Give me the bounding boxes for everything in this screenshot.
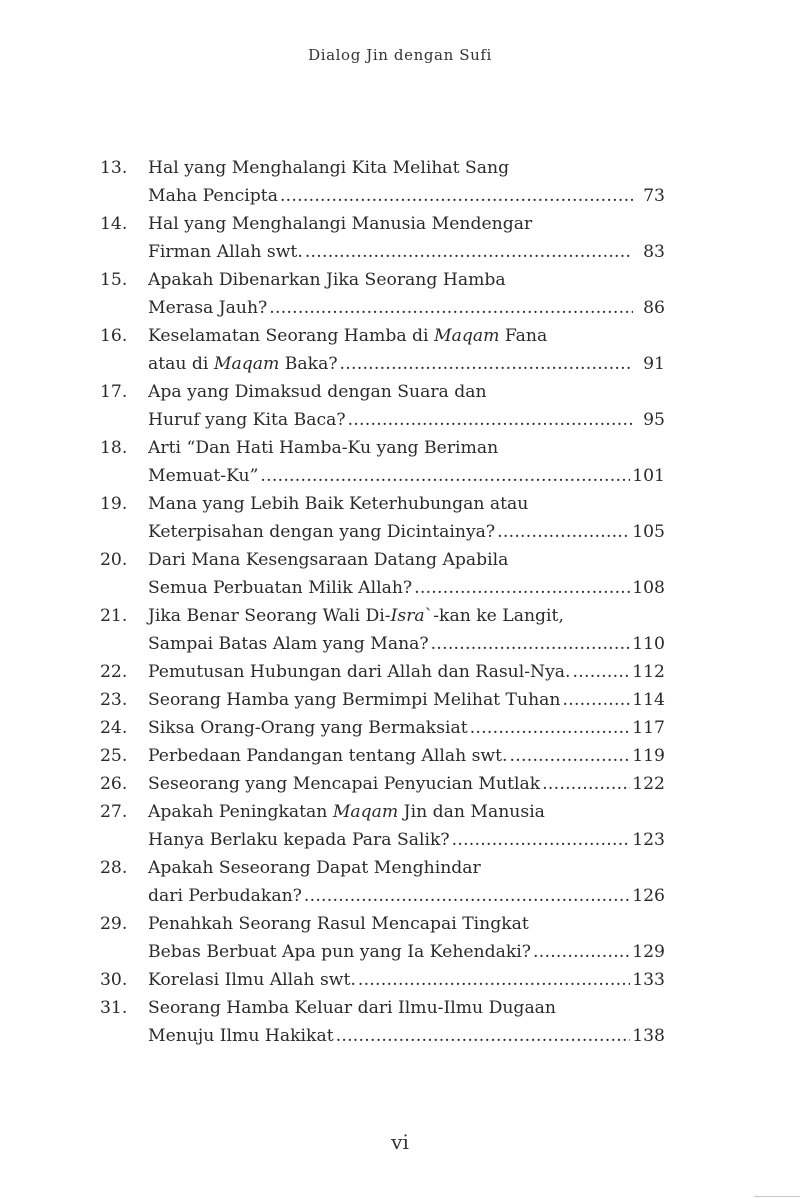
toc-entry-line xyxy=(100,434,665,462)
toc-entry-title xyxy=(148,518,495,546)
toc-page-number: 101 xyxy=(632,466,665,486)
toc-page-number: 123 xyxy=(632,830,665,850)
toc-entry-title xyxy=(148,574,412,602)
toc-page-number: 122 xyxy=(632,774,665,794)
toc-entry-title xyxy=(148,182,278,210)
toc-entry-number: 29. xyxy=(100,914,128,934)
toc-entry xyxy=(100,798,665,854)
toc-entry-number: 31. xyxy=(100,998,128,1018)
italic-term: Maqam xyxy=(332,802,399,822)
toc-page-number: 108 xyxy=(632,578,665,598)
toc-entry-number: 23. xyxy=(100,690,128,710)
toc-entry-line xyxy=(100,910,665,938)
toc-entry-continuation xyxy=(100,630,665,658)
toc-entry xyxy=(100,490,665,546)
toc-entry-title xyxy=(148,154,509,182)
toc-entry-number: 17. xyxy=(100,382,128,402)
dot-leader xyxy=(573,658,631,686)
page-edge-divider xyxy=(754,1196,800,1197)
dot-leader xyxy=(305,238,633,266)
dot-leader xyxy=(510,742,631,770)
toc-page-number: 129 xyxy=(632,942,665,962)
title-fragment: atau di xyxy=(148,354,214,374)
title-fragment: Fana xyxy=(499,326,548,346)
toc-entry-title xyxy=(148,742,508,770)
italic-term: Isra xyxy=(390,606,425,626)
toc-entry xyxy=(100,714,665,742)
toc-page-number: 126 xyxy=(632,886,665,906)
title-fragment: Menuju Ilmu Hakikat xyxy=(148,1026,334,1046)
toc-entry-title xyxy=(148,630,429,658)
toc-page-number: 138 xyxy=(632,1026,665,1046)
toc-entry xyxy=(100,546,665,602)
toc-entry-line xyxy=(100,742,665,770)
toc-entry-continuation xyxy=(100,462,665,490)
title-fragment: Memuat-Ku” xyxy=(148,466,259,486)
toc-entry-title xyxy=(148,994,556,1022)
italic-term: Maqam xyxy=(434,326,500,346)
toc-entry-title xyxy=(148,406,346,434)
title-fragment: Seorang Hamba yang Bermimpi Melihat Tuhan xyxy=(148,690,561,710)
toc-entry-line xyxy=(100,322,665,350)
toc-entry-line xyxy=(100,378,665,406)
toc-entry-title xyxy=(148,210,532,238)
toc-entry-number: 24. xyxy=(100,718,128,738)
toc-entry-line xyxy=(100,966,665,994)
title-fragment: Sampai Batas Alam yang Mana? xyxy=(148,634,429,654)
title-fragment: Seorang Hamba Keluar dari Ilmu-Ilmu Dugaan xyxy=(148,998,557,1018)
toc-entry xyxy=(100,266,665,322)
title-fragment: Pemutusan Hubungan dari Allah dan Rasul-Nya. xyxy=(148,662,571,682)
toc-entry xyxy=(100,378,665,434)
toc-entry-title xyxy=(148,966,356,994)
toc-page-number: 110 xyxy=(632,634,665,654)
dot-leader xyxy=(542,770,630,798)
toc-entry xyxy=(100,154,665,210)
toc-entry-line xyxy=(100,546,665,574)
toc-entry-continuation xyxy=(100,938,665,966)
toc-entry xyxy=(100,686,665,714)
title-fragment: Semua Perbuatan Milik Allah? xyxy=(148,578,413,598)
title-fragment: Apa yang Dimaksud dengan Suara dan xyxy=(148,382,487,402)
toc-entry-line xyxy=(100,994,665,1022)
toc-entry-title xyxy=(148,462,258,490)
toc-entry-continuation xyxy=(100,294,665,322)
title-fragment: `-kan ke Langit, xyxy=(424,606,564,626)
toc-page-number: 114 xyxy=(632,690,665,710)
title-fragment: Hal yang Menghalangi Manusia Mendengar xyxy=(148,214,533,234)
toc-entry-title xyxy=(148,882,302,910)
title-fragment: Apakah Seseorang Dapat Menghindar xyxy=(148,858,481,878)
toc-entry xyxy=(100,770,665,798)
toc-entry-number: 13. xyxy=(100,158,128,178)
toc-entry-number: 21. xyxy=(100,606,128,626)
toc-entry-number: 26. xyxy=(100,774,128,794)
title-fragment: Huruf yang Kita Baca? xyxy=(148,410,346,430)
title-fragment: Firman Allah swt. xyxy=(148,242,303,262)
toc-entry-continuation xyxy=(100,882,665,910)
toc-entry-continuation xyxy=(100,350,665,378)
toc-entry-title xyxy=(148,322,547,350)
toc-page-number: 119 xyxy=(632,746,665,766)
title-fragment: Penahkah Seorang Rasul Mencapai Tingkat xyxy=(148,914,529,934)
toc-entry-number: 22. xyxy=(100,662,128,682)
title-fragment: Arti “Dan Hati Hamba-Ku yang Beriman xyxy=(148,438,499,458)
toc-entry-line xyxy=(100,770,665,798)
toc-entry-title xyxy=(148,294,267,322)
title-fragment: Merasa Jauh? xyxy=(148,298,268,318)
toc-entry-title xyxy=(148,826,450,854)
title-fragment: Keselamatan Seorang Hamba di xyxy=(148,326,435,346)
title-fragment: Jika Benar Seorang Wali Di- xyxy=(148,606,391,626)
toc-entry xyxy=(100,742,665,770)
toc-entry xyxy=(100,434,665,490)
toc-entry-number: 27. xyxy=(100,802,128,822)
toc-entry xyxy=(100,322,665,378)
toc-entry-title xyxy=(148,378,487,406)
toc-entry-title xyxy=(148,798,545,826)
dot-leader xyxy=(414,574,630,602)
dot-leader xyxy=(304,882,630,910)
title-fragment: dari Perbudakan? xyxy=(148,886,302,906)
toc-entry-line xyxy=(100,210,665,238)
dot-leader xyxy=(358,966,630,994)
toc-page-number: 73 xyxy=(643,186,665,206)
dot-leader xyxy=(336,1022,631,1050)
title-fragment: Apakah Peningkatan xyxy=(148,802,333,822)
toc-entry-title xyxy=(148,714,468,742)
toc-page-number: 112 xyxy=(632,662,665,682)
page-number: vi xyxy=(391,1130,409,1154)
toc-entry-number: 18. xyxy=(100,438,128,458)
toc-entry-title xyxy=(148,658,571,686)
toc-entry-continuation xyxy=(100,238,665,266)
toc-entry xyxy=(100,854,665,910)
toc-entry-title xyxy=(148,238,303,266)
toc-entry xyxy=(100,658,665,686)
toc-entry-continuation xyxy=(100,1022,665,1050)
dot-leader xyxy=(497,518,630,546)
dot-leader xyxy=(340,350,633,378)
toc-entry-number: 30. xyxy=(100,970,128,990)
toc-entry xyxy=(100,994,665,1050)
title-fragment: Seseorang yang Mencapai Penyucian Mutlak xyxy=(148,774,541,794)
title-fragment: Maha Pencipta xyxy=(148,186,278,206)
toc-entry-continuation xyxy=(100,574,665,602)
dot-leader xyxy=(280,182,633,210)
title-fragment: Siksa Orang-Orang yang Bermaksiat xyxy=(148,718,468,738)
toc-page-number: 86 xyxy=(643,298,665,318)
toc-entry-title xyxy=(148,686,560,714)
toc-entry-number: 19. xyxy=(100,494,128,514)
toc-entry-title xyxy=(148,854,481,882)
toc-entry-line xyxy=(100,266,665,294)
toc-entry-number: 15. xyxy=(100,270,128,290)
dot-leader xyxy=(269,294,633,322)
title-fragment: Hal yang Menghalangi Kita Melihat Sang xyxy=(148,158,510,178)
toc-entry-title xyxy=(148,546,508,574)
toc-entry-continuation xyxy=(100,406,665,434)
toc-entry-line xyxy=(100,686,665,714)
toc-page-number: 117 xyxy=(632,718,665,738)
toc-entry-continuation xyxy=(100,518,665,546)
italic-term: Maqam xyxy=(213,354,280,374)
toc-page-number: 95 xyxy=(643,410,665,430)
toc-entry-title xyxy=(148,434,498,462)
title-fragment: Mana yang Lebih Baik Keterhubungan atau xyxy=(148,494,529,514)
toc-entry-line xyxy=(100,798,665,826)
dot-leader xyxy=(470,714,631,742)
toc-entry-line xyxy=(100,154,665,182)
dot-leader xyxy=(431,630,631,658)
toc-page-number: 91 xyxy=(643,354,665,374)
title-fragment: Baka? xyxy=(279,354,338,374)
toc-page-number: 83 xyxy=(643,242,665,262)
toc-entry xyxy=(100,966,665,994)
title-fragment: Apakah Dibenarkan Jika Seorang Hamba xyxy=(148,270,506,290)
toc-entry-number: 20. xyxy=(100,550,128,570)
toc-entry xyxy=(100,602,665,658)
title-fragment: Jin dan Manusia xyxy=(398,802,545,822)
toc-entry-title xyxy=(148,770,540,798)
running-header: Dialog Jin dengan Sufi xyxy=(308,46,492,64)
toc-entry-title xyxy=(148,938,531,966)
toc-entry xyxy=(100,910,665,966)
dot-leader xyxy=(562,686,630,714)
title-fragment: Perbedaan Pandangan tentang Allah swt. xyxy=(148,746,508,766)
toc-entry-line xyxy=(100,602,665,630)
dot-leader xyxy=(260,462,630,490)
toc-page-number: 105 xyxy=(632,522,665,542)
toc-entry-title xyxy=(148,350,338,378)
toc-entry-number: 28. xyxy=(100,858,128,878)
toc-entry-line xyxy=(100,714,665,742)
toc-entry xyxy=(100,210,665,266)
toc-entry-title xyxy=(148,266,506,294)
toc-entry-title xyxy=(148,1022,334,1050)
title-fragment: Bebas Berbuat Apa pun yang Ia Kehendaki? xyxy=(148,942,532,962)
title-fragment: Keterpisahan dengan yang Dicintainya? xyxy=(148,522,496,542)
toc-entry-number: 14. xyxy=(100,214,128,234)
dot-leader xyxy=(348,406,633,434)
toc-entry-number: 16. xyxy=(100,326,128,346)
toc-entry-title xyxy=(148,490,528,518)
title-fragment: Korelasi Ilmu Allah swt. xyxy=(148,970,356,990)
dot-leader xyxy=(533,938,630,966)
toc-entry-number: 25. xyxy=(100,746,128,766)
dot-leader xyxy=(452,826,631,854)
table-of-contents xyxy=(100,154,665,1050)
toc-entry-line xyxy=(100,658,665,686)
title-fragment: Dari Mana Kesengsaraan Datang Apabila xyxy=(148,550,509,570)
toc-entry-title xyxy=(148,910,529,938)
toc-page-number: 133 xyxy=(632,970,665,990)
toc-entry-continuation xyxy=(100,826,665,854)
toc-entry-line xyxy=(100,854,665,882)
title-fragment: Hanya Berlaku kepada Para Salik? xyxy=(148,830,450,850)
toc-entry-continuation xyxy=(100,182,665,210)
toc-entry-title xyxy=(148,602,564,630)
toc-entry-line xyxy=(100,490,665,518)
